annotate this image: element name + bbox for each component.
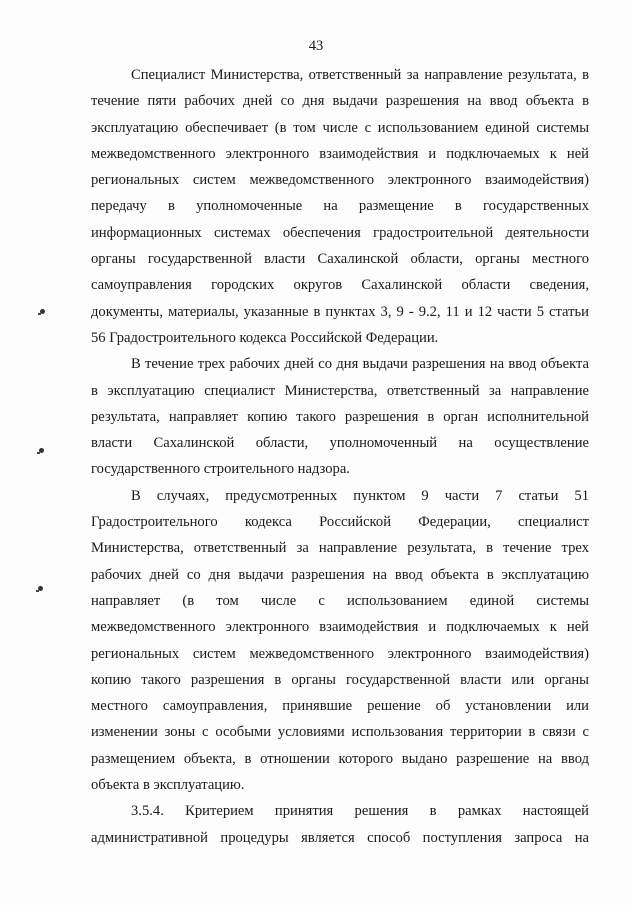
text-line: рабочих дней со дня выдачи разрешения на ввод объекта в эксплуатацию (91, 566, 589, 583)
text-line: копию такого разрешения в органы государственной власти или органы (91, 671, 589, 688)
text-line: результата, направляет копию такого разрешения в орган исполнительной (91, 408, 589, 425)
text-line: самоуправления городских округов Сахалинской области сведения, (91, 277, 589, 294)
scan-mark (40, 309, 45, 314)
text-line: течение пяти рабочих дней со дня выдачи разрешения на ввод объекта в (91, 93, 589, 110)
text-line: 56 Градостроительного кодекса Российской Федерации. (91, 329, 439, 346)
text-line: государственного строительного надзора. (91, 461, 350, 478)
paragraph (91, 483, 589, 799)
text-line: 3.5.4. Критерием принятия решения в рамках настоящей (131, 803, 589, 820)
text-line: региональных систем межведомственного электронного взаимодействия) (91, 645, 589, 662)
text-line: региональных систем межведомственного электронного взаимодействия) (91, 172, 589, 189)
text-line: направляет (в том числе с использованием единой системы (91, 592, 589, 609)
text-line: местного самоуправления, принявшие решение об установлении или (91, 698, 589, 715)
text-line: информационных системах обеспечения градостроительной деятельности (91, 224, 589, 241)
text-line: размещением объекта, в отношении которого выдано разрешение на ввод (91, 750, 589, 767)
text-line: власти Сахалинской области, уполномоченный на осуществление (91, 435, 589, 452)
scan-mark (39, 448, 44, 453)
text-line: передачу в уполномоченные на размещение в государственных (91, 198, 589, 215)
scan-mark (38, 586, 43, 591)
text-line: эксплуатацию обеспечивает (в том числе с использованием единой системы (91, 119, 589, 136)
text-line: межведомственного электронного взаимодействия и подключаемых к ней (91, 619, 589, 636)
text-line: органы государственной власти Сахалинской области, органы местного (91, 251, 589, 268)
text-line: В случаях, предусмотренных пунктом 9 части 7 статьи 51 (131, 487, 589, 504)
paragraph (91, 62, 589, 351)
text-line: Специалист Министерства, ответственный за направление результата, в (131, 67, 589, 83)
paragraph (91, 798, 589, 851)
text-line: Градостроительного кодекса Российской Федерации, специалист (91, 514, 589, 531)
text-line: изменении зоны с особыми условиями использования территории в связи с (91, 724, 589, 741)
text-line: Министерства, ответственный за направление результата, в течение трех (91, 540, 589, 557)
text-line: документы, материалы, указанные в пунктах 3, 9 - 9.2, 11 и 12 части 5 статьи (91, 303, 589, 320)
text-line: межведомственного электронного взаимодействия и подключаемых к ней (91, 145, 589, 162)
text-line: объекта в эксплуатацию. (91, 777, 245, 794)
page-number: 43 (308, 38, 324, 54)
text-line: В течение трех рабочих дней со дня выдачи разрешения на ввод объекта (131, 356, 589, 373)
paragraph (91, 351, 589, 482)
text-line: административной процедуры является способ поступления запроса на (91, 829, 589, 846)
body-text (91, 62, 589, 851)
text-line: в эксплуатацию специалист Министерства, ответственный за направление (91, 382, 589, 399)
